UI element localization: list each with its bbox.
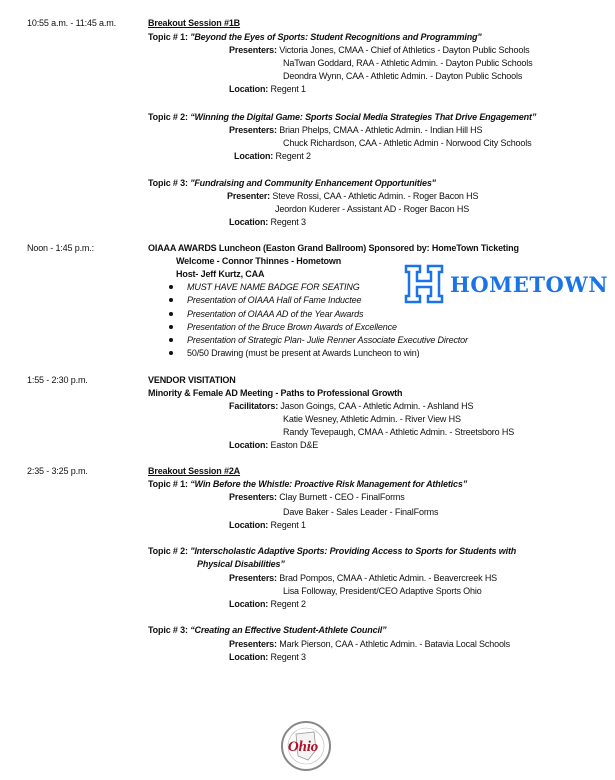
location-value: Regent 2 [275, 151, 311, 161]
presenter: Mark Pierson, CAA - Athletic Admin. - Batavia Local Schools [279, 639, 511, 649]
luncheon-welcome: Welcome - Connor Thinnes - Hometown [176, 256, 342, 266]
time-session-2a: 2:35 - 3:25 p.m. [27, 466, 88, 476]
location-label: Location: [234, 151, 274, 161]
location-label: Location: [229, 84, 269, 94]
topic-title: “Creating an Effective Student-Athlete Council” [190, 625, 387, 635]
location-value: Regent 2 [270, 599, 306, 609]
topic-label: Topic # 1: [148, 479, 188, 489]
oiaaa-ohio-logo [278, 720, 332, 772]
topic-label: Topic # 3: [148, 625, 188, 635]
topic-2-2 [148, 545, 516, 557]
topic-label: Topic # 1: [148, 32, 188, 42]
topic-1-1 [148, 31, 482, 43]
presenters-row [229, 572, 497, 584]
luncheon-item: Presentation of OIAAA Hall of Fame Inductee [187, 295, 362, 305]
presenters-row [227, 190, 478, 202]
location-value: Regent 1 [270, 520, 306, 530]
presenters-label: Presenters: [229, 492, 277, 502]
bullet-icon [169, 285, 173, 289]
bullet-icon [169, 338, 173, 342]
topic-2-3 [148, 624, 387, 636]
presenter: Dave Baker - Sales Leader - FinalForms [283, 507, 439, 517]
presenter: NaTwan Goddard, RAA - Athletic Admin. - Dayton Public Schools [283, 58, 533, 68]
luncheon-item: MUST HAVE NAME BADGE FOR SEATING [187, 282, 360, 292]
luncheon-item: Presentation of OIAAA AD of the Year Awards [187, 309, 364, 319]
presenter: Deondra Wynn, CAA - Athletic Admin. - Dayton Public Schools [283, 71, 523, 81]
presenter: Brian Phelps, CMAA - Athletic Admin. - Indian Hill HS [279, 125, 483, 135]
location-label: Location: [229, 599, 269, 609]
location-value: Regent 3 [270, 652, 306, 662]
vendor-title: VENDOR VISITATION [148, 375, 236, 385]
hometown-wordmark: HOMETOWN [450, 271, 609, 297]
location-label: Location: [229, 440, 269, 450]
time-luncheon: Noon - 1:45 p.m.: [27, 243, 94, 253]
location-value: Regent 1 [270, 84, 306, 94]
presenters-label: Presenter: [227, 191, 271, 201]
time-session-1b: 10:55 a.m. - 11:45 a.m. [27, 18, 116, 28]
location-row [234, 150, 311, 162]
topic-1-3 [148, 177, 436, 189]
presenter: Brad Pompos, CMAA - Athletic Admin. - Beavercreek HS [279, 573, 498, 583]
presenters-label: Presenters: [229, 573, 277, 583]
luncheon-title: OIAAA AWARDS Luncheon (Easton Grand Ballroom) Sponsored by: HomeTown Ticketing [148, 243, 519, 253]
luncheon-item: 50/50 Drawing (must be present at Awards Luncheon to win) [187, 348, 420, 358]
bullet-icon [169, 298, 173, 302]
facilitator: Katie Wesney, Athletic Admin. - River View HS [283, 414, 461, 424]
location-row [229, 519, 306, 531]
location-value: Easton D&E [270, 440, 319, 450]
hometown-logo [404, 264, 608, 304]
presenters-label: Presenters: [229, 639, 277, 649]
location-row [229, 439, 318, 451]
facilitators-row [229, 400, 473, 412]
location-label: Location: [229, 652, 269, 662]
facilitator: Jason Goings, CAA - Athletic Admin. - Ashland HS [280, 401, 474, 411]
topic-title-continued: Physical Disabilities” [197, 559, 285, 569]
location-label: Location: [229, 217, 269, 227]
presenter: Jeordon Kuderer - Assistant AD - Roger Bacon HS [275, 204, 470, 214]
session-2a-title: Breakout Session #2A [148, 466, 241, 476]
facilitator: Randy Tevepaugh, CMAA - Athletic Admin. - Streetsboro HS [283, 427, 515, 437]
location-row [229, 83, 306, 95]
svg-text:Ohio: Ohio [287, 739, 319, 755]
presenters-row [229, 638, 510, 650]
topic-title: "Fundraising and Community Enhancement Opportunities" [190, 178, 436, 188]
presenters-label: Presenters: [229, 45, 277, 55]
topic-1-2 [148, 111, 536, 123]
luncheon-host: Host- Jeff Kurtz, CAA [176, 269, 265, 279]
topic-title: "Beyond the Eyes of Sports: Student Recognitions and Programming" [190, 32, 482, 42]
presenters-row [229, 124, 482, 136]
location-value: Regent 3 [270, 217, 306, 227]
location-row [229, 651, 306, 663]
presenter: Steve Rossi, CAA - Athletic Admin. - Roger Bacon HS [272, 191, 479, 201]
meeting-title: Minority & Female AD Meeting - Paths to Professional Growth [148, 388, 403, 398]
location-row [229, 216, 306, 228]
bullet-icon [169, 325, 173, 329]
facilitators-label: Facilitators: [229, 401, 279, 411]
location-label: Location: [229, 520, 269, 530]
topic-title: “Winning the Digital Game: Sports Social Media Strategies That Drive Engagement” [190, 112, 537, 122]
topic-label: Topic # 3: [148, 178, 188, 188]
topic-title: “Win Before the Whistle: Proactive Risk Management for Athletics” [190, 479, 468, 489]
presenters-row [229, 491, 405, 503]
topic-label: Topic # 2: [148, 112, 188, 122]
topic-2-1 [148, 478, 467, 490]
hometown-h-icon [404, 264, 444, 304]
presenter: Chuck Richardson, CAA - Athletic Admin - Norwood City Schools [283, 138, 532, 148]
presenter: Lisa Followay, President/CEO Adaptive Sports Ohio [283, 586, 482, 596]
presenters-label: Presenters: [229, 125, 277, 135]
presenter: Clay Burnett - CEO - FinalForms [279, 492, 405, 502]
luncheon-item: Presentation of the Bruce Brown Awards of Excellence [187, 322, 397, 332]
time-vendor: 1:55 - 2:30 p.m. [27, 375, 88, 385]
location-row [229, 598, 306, 610]
luncheon-item: Presentation of Strategic Plan- Julie Renner Associate Executive Director [187, 335, 468, 345]
session-1b-title: Breakout Session #1B [148, 18, 241, 28]
topic-title: "Interscholastic Adaptive Sports: Providing Access to Sports for Students with [190, 546, 517, 556]
bullet-icon [169, 312, 173, 316]
topic-label: Topic # 2: [148, 546, 188, 556]
presenters-row [229, 44, 529, 56]
presenter: Victoria Jones, CMAA - Chief of Athletics - Dayton Public Schools [279, 45, 530, 55]
bullet-icon [169, 351, 173, 355]
